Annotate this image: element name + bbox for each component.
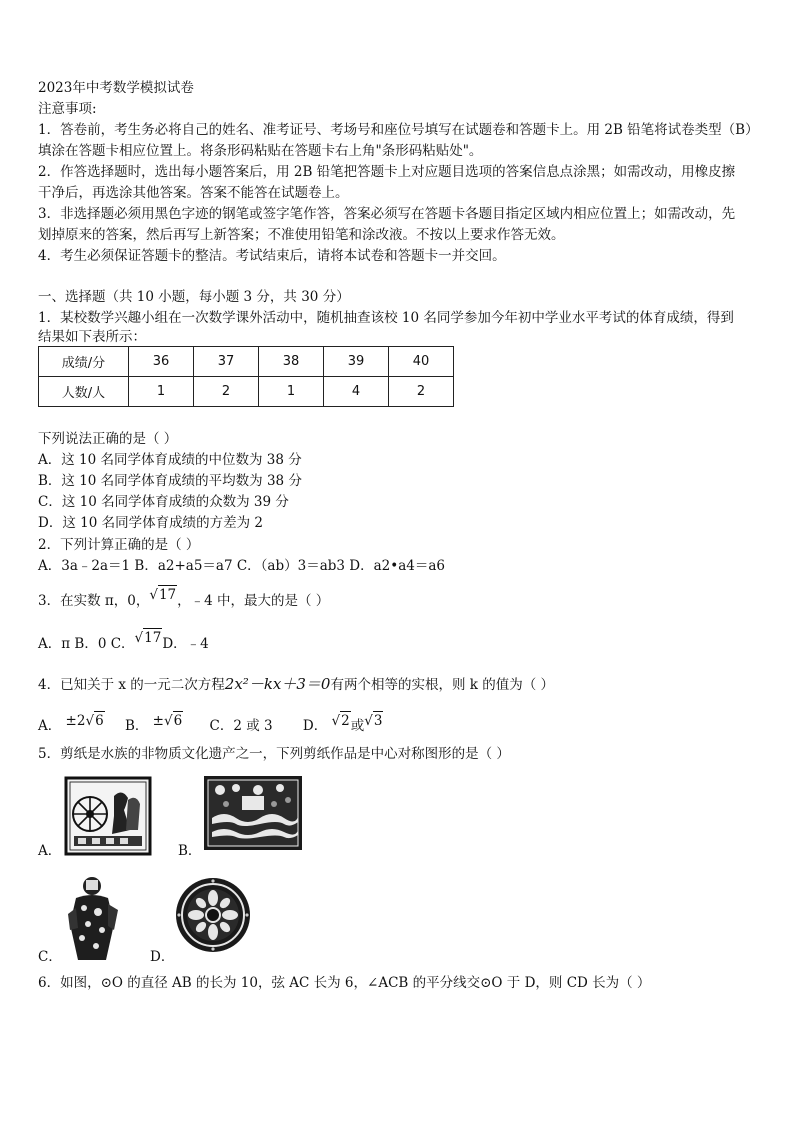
notice-line: 4．考生必须保证答题卡的整洁。考试结束后，请将本试卷和答题卡一并交回。: [38, 248, 506, 264]
table-cell: 2: [194, 377, 259, 407]
notice-line: 干净后，再选涂其他答案。答案不能答在试题卷上。: [38, 185, 349, 201]
q2-options: A．3a﹣2a＝1 B．a2+a5＝a7 C．（ab）3＝ab3 D．a2•a4＝a6: [38, 558, 445, 574]
q4-opt-d-value: [332, 713, 351, 729]
q5-label-a: A．: [38, 843, 62, 859]
table-cell: 1: [259, 377, 324, 407]
sqrt-expression: √6: [163, 713, 183, 729]
radicand: 2: [341, 713, 350, 729]
table-cell: 4: [324, 377, 389, 407]
sqrt-expression: √2: [331, 713, 350, 729]
q4-opt-a-value: [66, 713, 105, 729]
q4-opt-d-value2: [364, 713, 383, 729]
table-cell: 人数/人: [39, 377, 129, 407]
q1-option-c: C．这 10 名同学体育成绩的众数为 39 分: [38, 494, 289, 510]
notice-line: 2．作答选择题时，选出每小题答案后，用 2B 铅笔把答题卡上对应题目选项的答案信息点涂黑；如需改动，用橡皮擦: [38, 164, 736, 180]
sqrt-expression: √17: [149, 587, 177, 603]
q3-options: [38, 630, 209, 653]
table-cell: 36: [129, 347, 194, 377]
table-row: [39, 377, 454, 407]
notice-line: 3．非选择题必须用黑色字迹的钢笔或签字笔作答，答案必须写在答题卡各题目指定区域内相应位置上；如需改动，先: [38, 206, 736, 222]
table-cell: 2: [389, 377, 454, 407]
notice-line: 划掉原来的答案，然后再写上新答案；不准使用铅笔和涂改液。不按以上要求作答无效。: [38, 227, 565, 243]
q4-opt-c: C．2 或 3: [209, 718, 273, 734]
q1-ask: 下列说法正确的是（ ）: [38, 431, 178, 447]
q1-option-b: B．这 10 名同学体育成绩的平均数为 38 分: [38, 473, 302, 489]
q3-opt-a: A．π B．0 C．: [38, 636, 135, 652]
table-cell: 38: [259, 347, 324, 377]
q4-opt-b-pre: ±: [152, 713, 164, 729]
q4-opt-d-mid: 或: [350, 718, 365, 734]
q4-opt-a-pre: ±2: [65, 713, 86, 729]
table-cell: 1: [129, 377, 194, 407]
q4-opt-d-label: D．: [302, 718, 328, 734]
q5-label-d: D．: [150, 949, 175, 965]
q4-opt-b-label: B．: [124, 718, 149, 734]
sqrt-expression: √3: [364, 713, 383, 729]
q1-stem-cont: 结果如下表所示：: [38, 329, 146, 345]
radicand: 17: [144, 630, 162, 646]
section-heading: 一、选择题（共 10 小题，每小题 3 分，共 30 分）: [38, 289, 350, 305]
q5-label-b: B．: [178, 843, 202, 859]
q4-options: [38, 713, 383, 735]
q4-stem-b: 有两个相等的实根，则 k 的值为（ ）: [330, 677, 555, 693]
q3-stem-a: 3．在实数 π，0，: [38, 593, 150, 609]
q4-opt-a-label: A．: [38, 718, 62, 734]
table-cell: 40: [389, 347, 454, 377]
radicand: 6: [173, 713, 183, 729]
papercut-image-b: [202, 774, 304, 852]
notice-line: 1．答卷前，考生务必将自己的姓名、准考证号、考场号和座位号填写在试题卷和答题卡上。用 2B 铅笔将试卷类型（B）: [38, 122, 759, 138]
q4-stem-a: 4．已知关于 x 的一元二次方程: [38, 677, 225, 693]
q4-stem: [38, 675, 554, 694]
q3-opt-b: D．﹣4: [162, 636, 209, 652]
sqrt-expression: √17: [134, 630, 162, 646]
q1-option-a: A．这 10 名同学体育成绩的中位数为 38 分: [38, 452, 302, 468]
exam-title: 2023年中考数学模拟试卷: [38, 80, 194, 96]
notice-heading: 注意事项:: [38, 101, 97, 117]
q1-option-d: D．这 10 名同学体育成绩的方差为 2: [38, 515, 263, 531]
notice-line: 填涂在答题卡相应位置上。将条形码粘贴在答题卡右上角"条形码粘贴处"。: [38, 143, 483, 159]
table-cell: 37: [194, 347, 259, 377]
papercut-image-c: [62, 874, 124, 964]
q1-stem: 1．某校数学兴趣小组在一次数学课外活动中，随机抽查该校 10 名同学参加今年初中学业水平考试的体育成绩，得到: [38, 310, 734, 326]
sqrt-expression: √6: [85, 713, 104, 729]
q5-stem: 5．剪纸是水族的非物质文化遗产之一，下列剪纸作品是中心对称图形的是（ ）: [38, 746, 510, 762]
radicand: 6: [95, 713, 104, 729]
q2-stem: 2．下列计算正确的是（ ）: [38, 537, 200, 553]
table-cell: 成绩/分: [39, 347, 129, 377]
table-row: [39, 347, 454, 377]
q5-label-c: C．: [38, 949, 62, 965]
q3-stem-b: ，﹣4 中，最大的是（ ）: [177, 593, 330, 609]
radicand: 3: [373, 713, 383, 729]
q4-opt-b-value: [153, 713, 184, 729]
q3-stem: [38, 587, 330, 610]
papercut-image-a: [64, 776, 152, 856]
papercut-image-d: [174, 876, 252, 954]
q6-stem: 6．如图，⊙O 的直径 AB 的长为 10，弦 AC 长为 6，∠ACB 的平分线交⊙O 于 D，则 CD 长为（ ）: [38, 975, 651, 991]
radicand: 17: [158, 587, 177, 603]
table-cell: 39: [324, 347, 389, 377]
score-table: [38, 346, 454, 407]
quadratic-equation: 2x²－kx＋3＝0: [224, 675, 331, 693]
